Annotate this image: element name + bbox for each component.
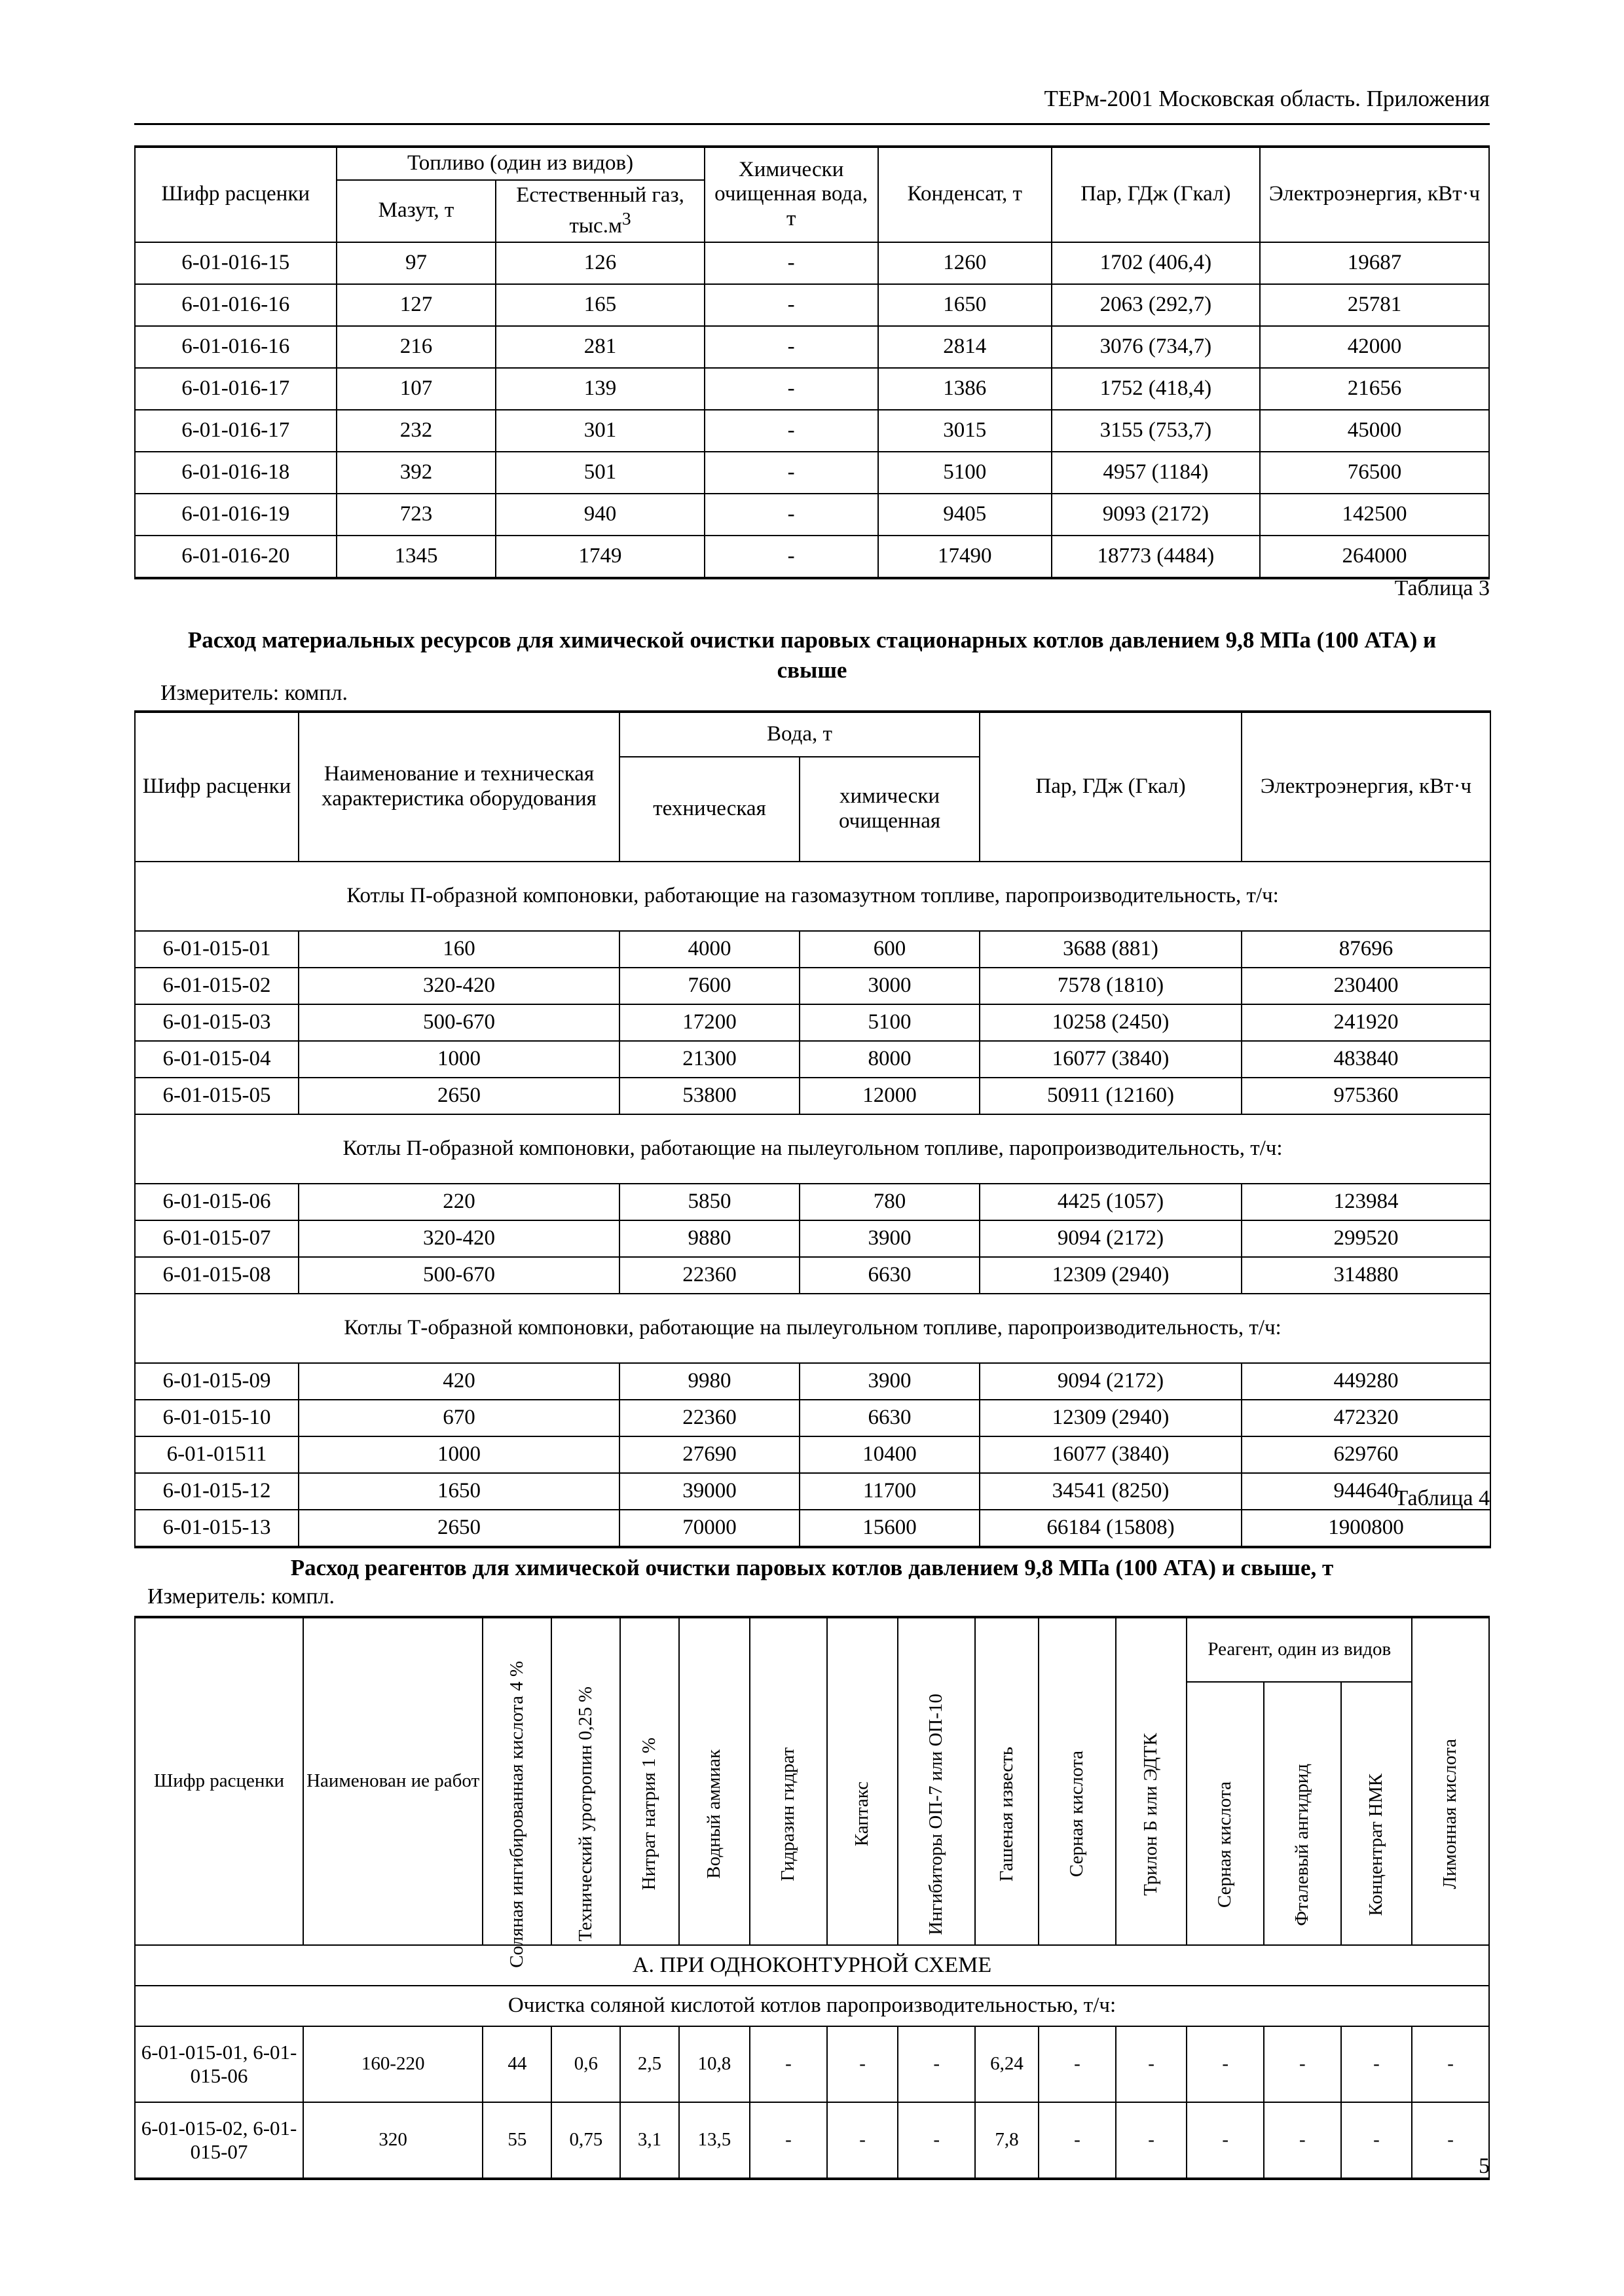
cell-code: 6-01-016-19: [135, 494, 337, 536]
scheme-header: А. ПРИ ОДНОКОНТУРНОЙ СХЕМЕ: [135, 1945, 1489, 1986]
cell-value: 4425 (1057): [980, 1184, 1242, 1220]
sub-header: Очистка соляной кислотой котлов паропроизводительностью, т/ч:: [135, 1986, 1489, 2026]
cell-value: 3155 (753,7): [1052, 410, 1260, 452]
cell-value: 449280: [1242, 1363, 1490, 1400]
col-header-water-chem: химически очищенная: [800, 757, 980, 862]
cell-value: 2063 (292,7): [1052, 284, 1260, 326]
cell-value: -: [705, 242, 878, 284]
cell-value: 281: [496, 326, 704, 368]
cell-value: 472320: [1242, 1400, 1490, 1436]
cell-value: 1702 (406,4): [1052, 242, 1260, 284]
cell-value: 301: [496, 410, 704, 452]
table-1-container: [134, 145, 1490, 579]
cell-value: 2,5: [620, 2026, 678, 2102]
table-row: [135, 410, 1489, 452]
cell-code: 6-01-015-04: [135, 1041, 299, 1078]
table-row: [135, 2026, 1489, 2102]
cell-value: 9980: [619, 1363, 800, 1400]
table-reagent-consumption: [134, 1616, 1490, 2180]
cell-value: -: [705, 494, 878, 536]
cell-value: -: [1039, 2026, 1116, 2102]
table-row: [135, 1510, 1490, 1547]
cell-value: 216: [337, 326, 496, 368]
cell-value: 8000: [800, 1041, 980, 1078]
cell-value: 220: [299, 1184, 619, 1220]
cell-value: 12309 (2940): [980, 1400, 1242, 1436]
col-header-aqueous-ammonia: Водный аммиак: [679, 1617, 750, 1945]
col-header-steam: Пар, ГДж (Гкал): [980, 712, 1242, 862]
cell-value: 9880: [619, 1220, 800, 1257]
group-title: Котлы П-образной компоновки, работающие на газомазутном топливе, паропроизводительность, т/ч:: [135, 862, 1490, 931]
col-header-code: Шифр расценки: [135, 712, 299, 862]
cell-value: -: [1412, 2026, 1489, 2102]
cell-value: 16077 (3840): [980, 1041, 1242, 1078]
cell-value: -: [705, 326, 878, 368]
table-3-container: [134, 1616, 1490, 2180]
cell-value: 780: [800, 1184, 980, 1220]
table-row: [135, 1400, 1490, 1436]
document-header-title: ТЕРм-2001 Московская область. Приложения: [1044, 86, 1490, 111]
cell-value: 12309 (2940): [980, 1257, 1242, 1294]
cell-value: 53800: [619, 1078, 800, 1114]
cell-value: 1900800: [1242, 1510, 1490, 1547]
cell-code: 6-01-015-07: [135, 1220, 299, 1257]
cell-value: 7578 (1810): [980, 968, 1242, 1004]
col-header-gas-superscript: 3: [621, 208, 631, 228]
cell-value: 10258 (2450): [980, 1004, 1242, 1041]
cell-value: 9405: [878, 494, 1052, 536]
cell-value: 6,24: [975, 2026, 1039, 2102]
cell-value: 299520: [1242, 1220, 1490, 1257]
cell-value: 6630: [800, 1257, 980, 1294]
col-header-water-group: Вода, т: [619, 712, 980, 757]
cell-value: -: [1264, 2102, 1341, 2179]
cell-value: 16077 (3840): [980, 1436, 1242, 1473]
cell-code: 6-01-015-09: [135, 1363, 299, 1400]
cell-value: 500-670: [299, 1257, 619, 1294]
cell-value: 975360: [1242, 1078, 1490, 1114]
header-divider: [134, 123, 1490, 125]
cell-value: 264000: [1260, 536, 1489, 578]
cell-value: 629760: [1242, 1436, 1490, 1473]
cell-value: 0,6: [551, 2026, 620, 2102]
cell-value: -: [1187, 2026, 1264, 2102]
cell-code: 6-01-015-02: [135, 968, 299, 1004]
cell-value: 3076 (734,7): [1052, 326, 1260, 368]
table-section-header-row: [135, 1945, 1489, 1986]
cell-value: 1752 (418,4): [1052, 368, 1260, 410]
cell-value: 142500: [1260, 494, 1489, 536]
cell-code: 6-01-016-15: [135, 242, 337, 284]
cell-value: 9094 (2172): [980, 1363, 1242, 1400]
cell-value: 3688 (881): [980, 931, 1242, 968]
cell-code: 6-01-015-12: [135, 1473, 299, 1510]
cell-code: 6-01-015-03: [135, 1004, 299, 1041]
table-row: [135, 326, 1489, 368]
cell-value: 7,8: [975, 2102, 1039, 2179]
cell-value: 160-220: [303, 2026, 483, 2102]
cell-value: 392: [337, 452, 496, 494]
col-header-water-tech: техническая: [619, 757, 800, 862]
cell-code: 6-01-015-02, 6-01-015-07: [135, 2102, 303, 2179]
cell-value: 10400: [800, 1436, 980, 1473]
cell-value: 320-420: [299, 968, 619, 1004]
cell-value: 27690: [619, 1436, 800, 1473]
table-row: [135, 931, 1490, 968]
cell-value: 50911 (12160): [980, 1078, 1242, 1114]
cell-value: 55: [483, 2102, 551, 2179]
col-header-steam: Пар, ГДж (Гкал): [1052, 147, 1260, 242]
col-header-slaked-lime: Гашеная известь: [975, 1617, 1039, 1945]
cell-value: 22360: [619, 1400, 800, 1436]
table-row: [135, 147, 1489, 180]
col-header-hydrazine-hydrate: Гидразин гидрат: [750, 1617, 827, 1945]
cell-value: 45000: [1260, 410, 1489, 452]
cell-value: 34541 (8250): [980, 1473, 1242, 1510]
cell-value: 76500: [1260, 452, 1489, 494]
table-material-resources: [134, 710, 1491, 1548]
cell-code: 6-01-015-01, 6-01-015-06: [135, 2026, 303, 2102]
table-row: [135, 1078, 1490, 1114]
group-title: Котлы Т-образной компоновки, работающие на пылеугольном топливе, паропроизводительность, т/ч:: [135, 1294, 1490, 1363]
cell-value: 165: [496, 284, 704, 326]
cell-value: -: [750, 2102, 827, 2179]
cell-value: -: [1187, 2102, 1264, 2179]
cell-code: 6-01-015-13: [135, 1510, 299, 1547]
col-header-urotropine: Технический уротропин 0,25 %: [551, 1617, 620, 1945]
table-row: [135, 494, 1489, 536]
table-row: [135, 1004, 1490, 1041]
cell-value: 6630: [800, 1400, 980, 1436]
cell-value: 944640: [1242, 1473, 1490, 1510]
col-header-mazut: Мазут, т: [337, 180, 496, 242]
cell-value: 1650: [299, 1473, 619, 1510]
col-header-gas-text: Естественный газ, тыс.м: [516, 183, 684, 238]
cell-value: 15600: [800, 1510, 980, 1547]
col-header-code: Шифр расценки: [135, 1617, 303, 1945]
cell-code: 6-01-016-17: [135, 368, 337, 410]
table-2-container: [134, 710, 1490, 1548]
cell-value: 1749: [496, 536, 704, 578]
cell-value: -: [1116, 2102, 1187, 2179]
col-header-electricity: Электроэнергия, кВт·ч: [1242, 712, 1490, 862]
col-header-work-name: Наименован ие работ: [303, 1617, 483, 1945]
table-group-header-row: [135, 1294, 1490, 1363]
col-header-nmk-concentrate: Концентрат НМК: [1341, 1682, 1412, 1945]
cell-value: 97: [337, 242, 496, 284]
cell-value: 1386: [878, 368, 1052, 410]
cell-value: 320: [303, 2102, 483, 2179]
cell-value: 160: [299, 931, 619, 968]
table-row: [135, 1363, 1490, 1400]
cell-value: 139: [496, 368, 704, 410]
cell-value: -: [750, 2026, 827, 2102]
cell-value: -: [705, 410, 878, 452]
section-2-measure: Измеритель: компл.: [160, 681, 348, 705]
col-header-electricity: Электроэнергия, кВт·ч: [1260, 147, 1489, 242]
col-header-condensate: Конденсат, т: [878, 147, 1052, 242]
cell-value: 7600: [619, 968, 800, 1004]
table-row: [135, 1184, 1490, 1220]
section-3-measure: Измеритель: компл.: [147, 1584, 335, 1609]
cell-value: 18773 (4484): [1052, 536, 1260, 578]
cell-value: 127: [337, 284, 496, 326]
cell-code: 6-01-016-17: [135, 410, 337, 452]
cell-value: -: [827, 2026, 898, 2102]
table-row: [135, 242, 1489, 284]
cell-value: -: [1116, 2026, 1187, 2102]
table-group-header-row: [135, 862, 1490, 931]
cell-value: 2814: [878, 326, 1052, 368]
cell-value: 3900: [800, 1363, 980, 1400]
col-header-phthalic-anhydride: Фталевый ангидрид: [1264, 1682, 1341, 1945]
cell-value: 21300: [619, 1041, 800, 1078]
table-subheader-row: [135, 1986, 1489, 2026]
cell-value: -: [705, 368, 878, 410]
table-fuel-consumption: [134, 145, 1490, 579]
section-3-title: Расход реагентов для химической очистки паровых котлов давлением 9,8 МПа (100 АТА) и свыше, т: [290, 1555, 1334, 1580]
cell-value: -: [1341, 2102, 1412, 2179]
cell-value: -: [1039, 2102, 1116, 2179]
cell-value: 11700: [800, 1473, 980, 1510]
col-header-citric-acid: Лимонная кислота: [1412, 1617, 1489, 1945]
table-row: [135, 536, 1489, 578]
col-header-equipment: Наименование и техническая характеристика оборудования: [299, 712, 619, 862]
table-group-header-row: [135, 1114, 1490, 1184]
table-1-label: Таблица 3: [1394, 576, 1490, 600]
table-row: [135, 1617, 1489, 1682]
table-row: [135, 712, 1490, 757]
cell-value: 0,75: [551, 2102, 620, 2179]
table-row: [135, 452, 1489, 494]
cell-code: 6-01-016-18: [135, 452, 337, 494]
cell-value: 241920: [1242, 1004, 1490, 1041]
cell-value: 940: [496, 494, 704, 536]
table-row: [135, 968, 1490, 1004]
table-row: [135, 1220, 1490, 1257]
cell-value: 483840: [1242, 1041, 1490, 1078]
cell-value: -: [898, 2026, 975, 2102]
col-header-sodium-nitrate: Нитрат натрия 1 %: [620, 1617, 678, 1945]
cell-value: 107: [337, 368, 496, 410]
cell-value: 501: [496, 452, 704, 494]
cell-code: 6-01-015-10: [135, 1400, 299, 1436]
cell-value: -: [1341, 2026, 1412, 2102]
cell-value: 1650: [878, 284, 1052, 326]
cell-code: 6-01-016-16: [135, 284, 337, 326]
cell-value: -: [898, 2102, 975, 2179]
table-row: [135, 368, 1489, 410]
cell-value: 5100: [800, 1004, 980, 1041]
cell-code: 6-01-015-05: [135, 1078, 299, 1114]
cell-value: 500-670: [299, 1004, 619, 1041]
cell-value: 3,1: [620, 2102, 678, 2179]
cell-value: 42000: [1260, 326, 1489, 368]
table-row: [135, 1436, 1490, 1473]
col-header-inhibitors: Ингибиторы ОП-7 или ОП-10: [898, 1617, 975, 1945]
col-header-chem-water: Химически очищенная вода, т: [705, 147, 878, 242]
cell-value: 21656: [1260, 368, 1489, 410]
col-header-fuel-group: Топливо (один из видов): [337, 147, 705, 180]
cell-value: 25781: [1260, 284, 1489, 326]
cell-value: 670: [299, 1400, 619, 1436]
cell-value: 17490: [878, 536, 1052, 578]
cell-value: 3015: [878, 410, 1052, 452]
cell-value: 2650: [299, 1078, 619, 1114]
cell-value: 5100: [878, 452, 1052, 494]
cell-value: 1260: [878, 242, 1052, 284]
cell-value: 4000: [619, 931, 800, 968]
cell-value: 1000: [299, 1436, 619, 1473]
col-header-code: Шифр расценки: [135, 147, 337, 242]
cell-value: -: [1264, 2026, 1341, 2102]
cell-value: 17200: [619, 1004, 800, 1041]
cell-value: 13,5: [679, 2102, 750, 2179]
table-row: [135, 1257, 1490, 1294]
cell-value: 2650: [299, 1510, 619, 1547]
cell-value: 320-420: [299, 1220, 619, 1257]
table-row: [135, 2102, 1489, 2179]
cell-value: -: [705, 536, 878, 578]
cell-value: 19687: [1260, 242, 1489, 284]
cell-value: 12000: [800, 1078, 980, 1114]
table-2-label: Таблица 4: [1394, 1486, 1490, 1510]
cell-value: 420: [299, 1363, 619, 1400]
cell-value: 39000: [619, 1473, 800, 1510]
page-number: 5: [1479, 2154, 1490, 2178]
cell-code: 6-01-016-16: [135, 326, 337, 368]
cell-value: 1000: [299, 1041, 619, 1078]
cell-code: 6-01-015-08: [135, 1257, 299, 1294]
cell-value: 4957 (1184): [1052, 452, 1260, 494]
cell-value: 1345: [337, 536, 496, 578]
cell-code: 6-01-015-01: [135, 931, 299, 968]
cell-value: -: [1412, 2102, 1489, 2179]
cell-value: 66184 (15808): [980, 1510, 1242, 1547]
col-header-trilon-b: Трилон Б или ЭДТК: [1116, 1617, 1187, 1945]
col-header-hydrochloric-acid: Соляная ингибированная кислота 4 %: [483, 1617, 551, 1945]
cell-value: 9094 (2172): [980, 1220, 1242, 1257]
section-2-title: Расход материальных ресурсов для химической очистки паровых стационарных котлов давлением 9,8 МПа (100 АТА) и свыше: [187, 627, 1437, 683]
cell-value: 230400: [1242, 968, 1490, 1004]
cell-code: 6-01-016-20: [135, 536, 337, 578]
cell-value: 87696: [1242, 931, 1490, 968]
cell-value: 600: [800, 931, 980, 968]
col-header-sulfuric-acid-2: Серная кислота: [1187, 1682, 1264, 1945]
col-header-captax: Каптакс: [827, 1617, 898, 1945]
cell-value: 314880: [1242, 1257, 1490, 1294]
col-header-gas: [496, 180, 704, 242]
cell-code: 6-01-01511: [135, 1436, 299, 1473]
cell-value: -: [827, 2102, 898, 2179]
cell-value: -: [705, 284, 878, 326]
cell-value: 126: [496, 242, 704, 284]
cell-value: -: [705, 452, 878, 494]
cell-value: 70000: [619, 1510, 800, 1547]
cell-value: 10,8: [679, 2026, 750, 2102]
cell-value: 723: [337, 494, 496, 536]
table-row: [135, 1041, 1490, 1078]
col-header-sulfuric-acid: Серная кислота: [1039, 1617, 1116, 1945]
cell-value: 3000: [800, 968, 980, 1004]
cell-value: 232: [337, 410, 496, 452]
cell-code: 6-01-015-06: [135, 1184, 299, 1220]
group-title: Котлы П-образной компоновки, работающие на пылеугольном топливе, паропроизводительность, т/ч:: [135, 1114, 1490, 1184]
cell-value: 9093 (2172): [1052, 494, 1260, 536]
cell-value: 22360: [619, 1257, 800, 1294]
cell-value: 5850: [619, 1184, 800, 1220]
cell-value: 123984: [1242, 1184, 1490, 1220]
table-row: [135, 284, 1489, 326]
cell-value: 44: [483, 2026, 551, 2102]
col-header-reagent-group: Реагент, один из видов: [1187, 1617, 1412, 1682]
cell-value: 3900: [800, 1220, 980, 1257]
